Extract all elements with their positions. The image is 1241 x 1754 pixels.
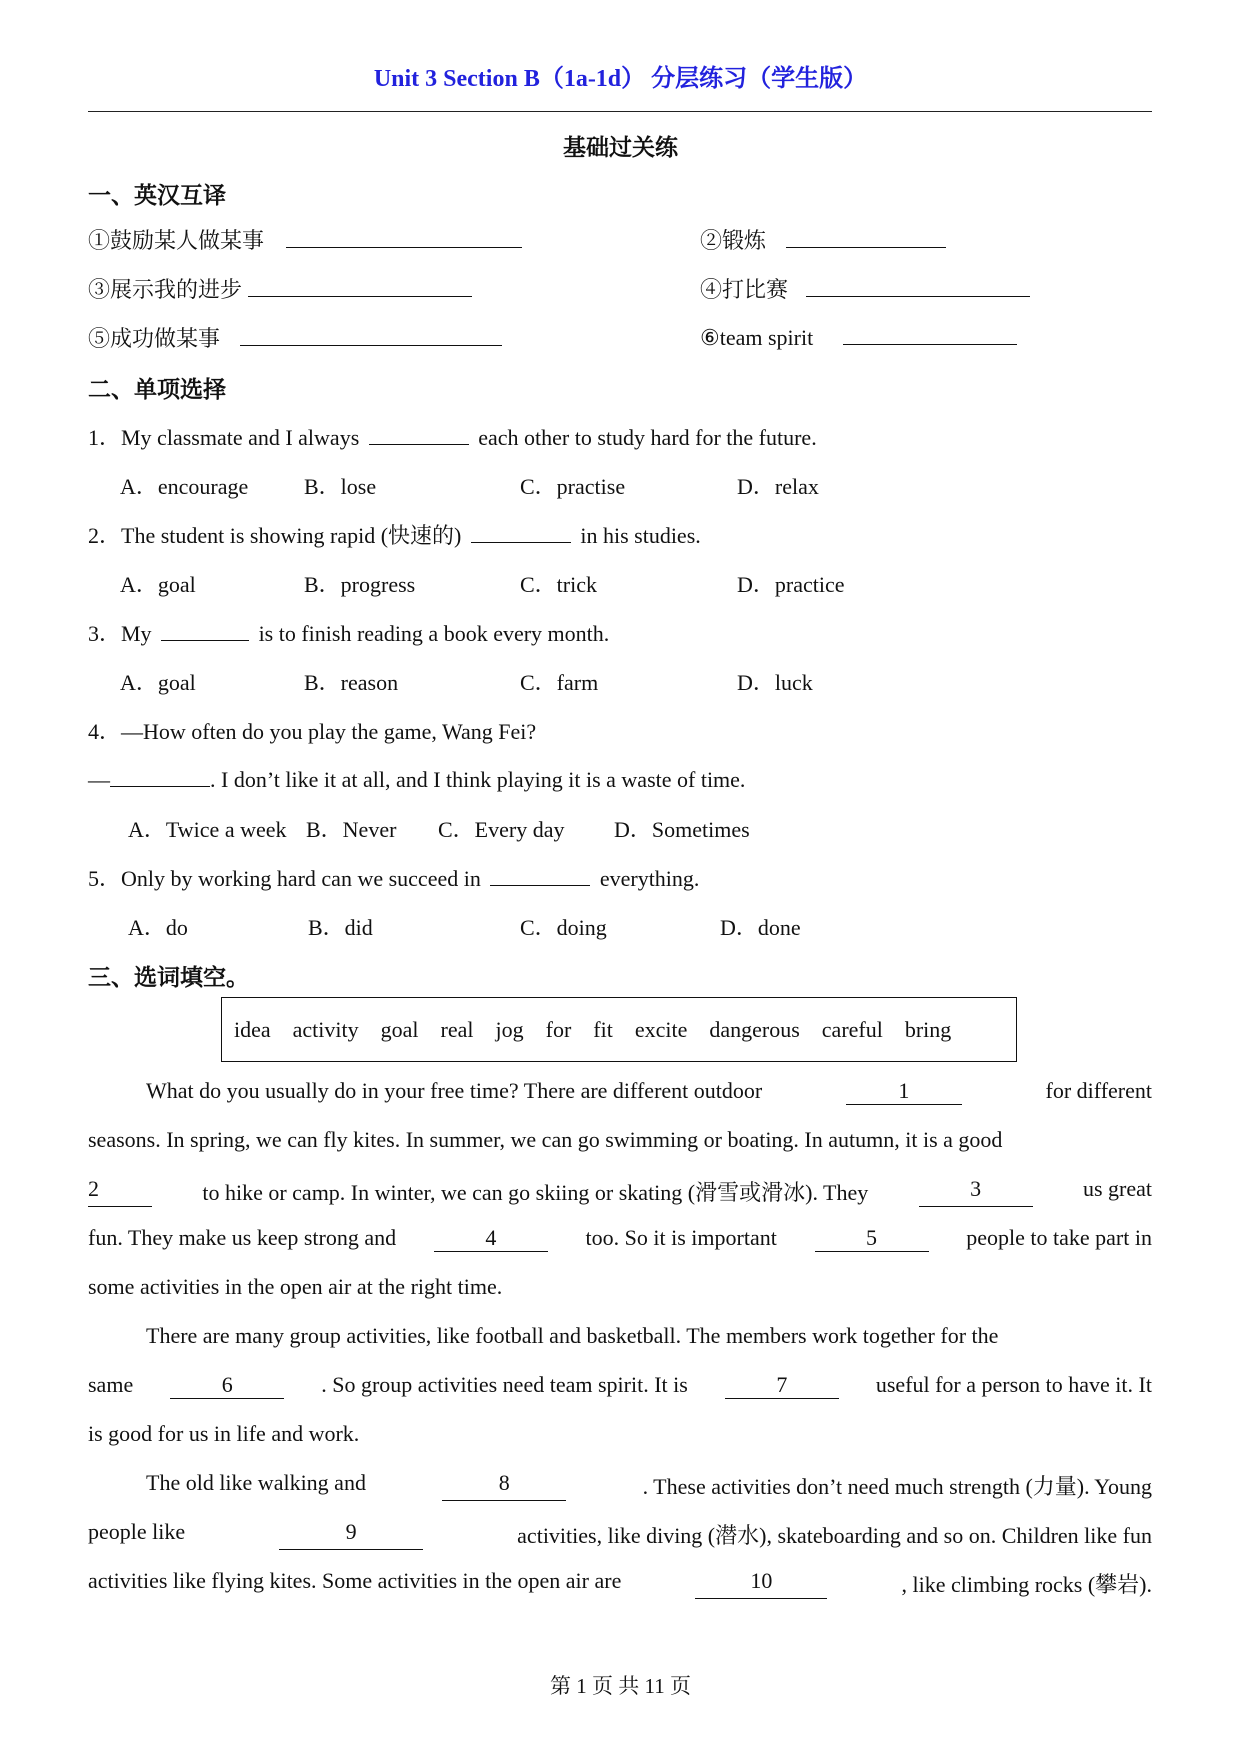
passage-text: us great — [1082, 1176, 1152, 1201]
fill-blank-10[interactable]: 10 — [695, 1568, 827, 1599]
answer-blank[interactable] — [369, 422, 469, 445]
q3-option-d[interactable]: D．luck — [737, 670, 813, 695]
translation-item-1 — [88, 224, 522, 255]
q2-option-b[interactable]: B．progress — [304, 572, 416, 597]
word-bank — [221, 997, 1017, 1062]
q1-option-c[interactable]: C．practise — [520, 474, 626, 499]
section1-heading: 一、英汉互译 — [88, 183, 226, 208]
word-bank-item: dangerous — [709, 1016, 800, 1042]
fill-blank-7[interactable]: 7 — [725, 1372, 839, 1399]
passage-text: useful for a person to have it. It — [875, 1372, 1152, 1397]
fill-blank-5[interactable]: 5 — [815, 1225, 929, 1252]
question-1-text-end: each other to study hard for the future. — [478, 425, 817, 450]
section3-heading: 三、选词填空。 — [88, 965, 249, 990]
passage-p2-line3: is good for us in life and work. — [88, 1421, 360, 1446]
fill-blank-3[interactable]: 3 — [919, 1176, 1033, 1207]
translation-item-3-label: ③展示我的进步 — [88, 277, 243, 302]
translation-item-5-label: ⑤成功做某事 — [88, 326, 221, 351]
q5-option-c[interactable]: C．doing — [520, 915, 607, 940]
answer-blank[interactable] — [240, 323, 502, 346]
passage-text: . These activities don’t need much strength (力量). Young — [642, 1474, 1152, 1499]
question-2-text-end: in his studies. — [580, 523, 701, 548]
translation-item-6 — [700, 322, 1017, 351]
q4-option-a[interactable]: A．Twice a week — [128, 817, 287, 842]
page-footer: 第 1 页 共 11 页 — [550, 1674, 691, 1698]
passage-p1-line2: seasons. In spring, we can fly kites. In summer, we can go swimming or boating. In autumn, it is a good — [88, 1127, 1003, 1152]
passage-text: people to take part in — [966, 1225, 1152, 1250]
fill-blank-4[interactable]: 4 — [434, 1225, 548, 1252]
passage-text: There are many group activities, like football and basketball. The members work together for the — [146, 1323, 999, 1348]
answer-blank[interactable] — [110, 764, 210, 787]
question-4-text-end: . I don’t like it at all, and I think playing it is a waste of time. — [210, 767, 746, 792]
q3-option-c[interactable]: C．farm — [520, 670, 599, 695]
question-2-stem — [88, 519, 701, 550]
question-5-stem — [88, 862, 699, 893]
question-2-text: 2．The student is showing rapid (快速的) — [88, 523, 462, 548]
passage-p1-line4 — [88, 1225, 1152, 1252]
q2-option-a[interactable]: A．goal — [120, 572, 196, 597]
word-bank-item: for — [545, 1016, 572, 1042]
passage-p3-line1 — [88, 1470, 1152, 1501]
question-4-stem: 4．—How often do you play the game, Wang Fei? — [88, 719, 537, 744]
q3-option-b[interactable]: B．reason — [304, 670, 399, 695]
word-bank-item: idea — [234, 1016, 271, 1042]
question-5-text: 5．Only by working hard can we succeed in — [88, 866, 481, 891]
passage-text: too. So it is important — [585, 1225, 777, 1250]
passage-text: , like climbing rocks (攀岩). — [901, 1572, 1152, 1597]
translation-item-1-label: ①鼓励某人做某事 — [88, 228, 265, 253]
question-3-text-end: is to finish reading a book every month. — [258, 621, 610, 646]
question-3-stem — [88, 617, 609, 648]
fill-blank-9[interactable]: 9 — [279, 1519, 423, 1550]
answer-blank[interactable] — [806, 274, 1030, 297]
passage-text: activities, like diving (潜水), skateboarding and so on. Children like fun — [517, 1523, 1152, 1548]
translation-item-2-label: ②锻炼 — [700, 228, 767, 253]
passage-text: . So group activities need team spirit. It is — [321, 1372, 688, 1397]
section-subtitle: 基础过关练 — [563, 135, 678, 160]
word-bank-item: jog — [495, 1016, 524, 1042]
answer-blank[interactable] — [471, 520, 571, 543]
q5-option-d[interactable]: D．done — [720, 915, 801, 940]
passage-p1-line3 — [88, 1176, 1152, 1207]
question-3-text: 3．My — [88, 621, 152, 646]
passage-text: fun. They make us keep strong and — [88, 1225, 397, 1250]
translation-item-4 — [700, 273, 1030, 304]
passage-text: for different — [1045, 1078, 1152, 1103]
word-bank-item: real — [440, 1016, 474, 1042]
word-bank-item: excite — [634, 1016, 688, 1042]
passage-p2-line2 — [88, 1372, 1152, 1399]
passage-p3-line3 — [88, 1568, 1152, 1599]
fill-blank-8[interactable]: 8 — [442, 1470, 566, 1501]
q3-option-a[interactable]: A．goal — [120, 670, 196, 695]
page-title: Unit 3 Section B（1a-1d） 分层练习（学生版） — [373, 66, 868, 92]
q2-option-c[interactable]: C．trick — [520, 572, 597, 597]
question-5-text-end: everything. — [599, 866, 700, 891]
question-1-stem — [88, 421, 817, 452]
passage-text: The old like walking and — [146, 1470, 366, 1495]
answer-blank[interactable] — [843, 322, 1017, 345]
q5-option-a[interactable]: A．do — [128, 915, 188, 940]
fill-blank-1[interactable]: 1 — [846, 1078, 962, 1105]
word-bank-item: goal — [380, 1016, 419, 1042]
translation-item-5 — [88, 322, 502, 353]
translation-item-3 — [88, 273, 472, 304]
header-divider — [88, 111, 1152, 112]
answer-blank[interactable] — [161, 618, 249, 641]
passage-p2-line1 — [88, 1323, 1152, 1349]
answer-blank[interactable] — [286, 225, 522, 248]
answer-blank[interactable] — [490, 863, 590, 886]
word-bank-item: activity — [292, 1016, 359, 1042]
fill-blank-2[interactable]: 2 — [88, 1176, 152, 1207]
translation-item-4-label: ④打比赛 — [700, 277, 789, 302]
passage-text: What do you usually do in your free time? There are different outdoor — [146, 1078, 763, 1103]
passage-text: activities like flying kites. Some activities in the open air are — [88, 1568, 622, 1593]
word-bank-item: fit — [593, 1016, 613, 1042]
section2-heading: 二、单项选择 — [88, 377, 226, 402]
translation-item-6-label: ⑥team spirit — [700, 325, 814, 350]
q4-option-c[interactable]: C．Every day — [438, 817, 565, 842]
question-4-response — [88, 764, 745, 793]
q4-option-b[interactable]: B．Never — [306, 817, 397, 842]
answer-blank[interactable] — [248, 274, 472, 297]
q4-option-d[interactable]: D．Sometimes — [614, 817, 750, 842]
q2-option-d[interactable]: D．practice — [737, 572, 845, 597]
q5-option-b[interactable]: B．did — [308, 915, 373, 940]
fill-blank-6[interactable]: 6 — [170, 1372, 284, 1399]
translation-item-2 — [700, 224, 946, 255]
passage-p1-line5: some activities in the open air at the right time. — [88, 1274, 503, 1299]
question-1-text: 1．My classmate and I always — [88, 425, 360, 450]
word-bank-item: bring — [904, 1016, 952, 1042]
passage-text: same — [88, 1372, 134, 1397]
q1-option-a[interactable]: A．encourage — [120, 474, 249, 499]
answer-blank[interactable] — [786, 225, 946, 248]
passage-text: people like — [88, 1519, 186, 1544]
passage-p1-line1 — [88, 1078, 1152, 1105]
passage-p3-line2 — [88, 1519, 1152, 1550]
passage-text: to hike or camp. In winter, we can go skiing or skating (滑雪或滑冰). They — [202, 1180, 869, 1205]
word-bank-item: careful — [821, 1016, 883, 1042]
q1-option-b[interactable]: B．lose — [304, 474, 377, 499]
question-4-dash: — — [88, 767, 110, 792]
q1-option-d[interactable]: D．relax — [737, 474, 819, 499]
